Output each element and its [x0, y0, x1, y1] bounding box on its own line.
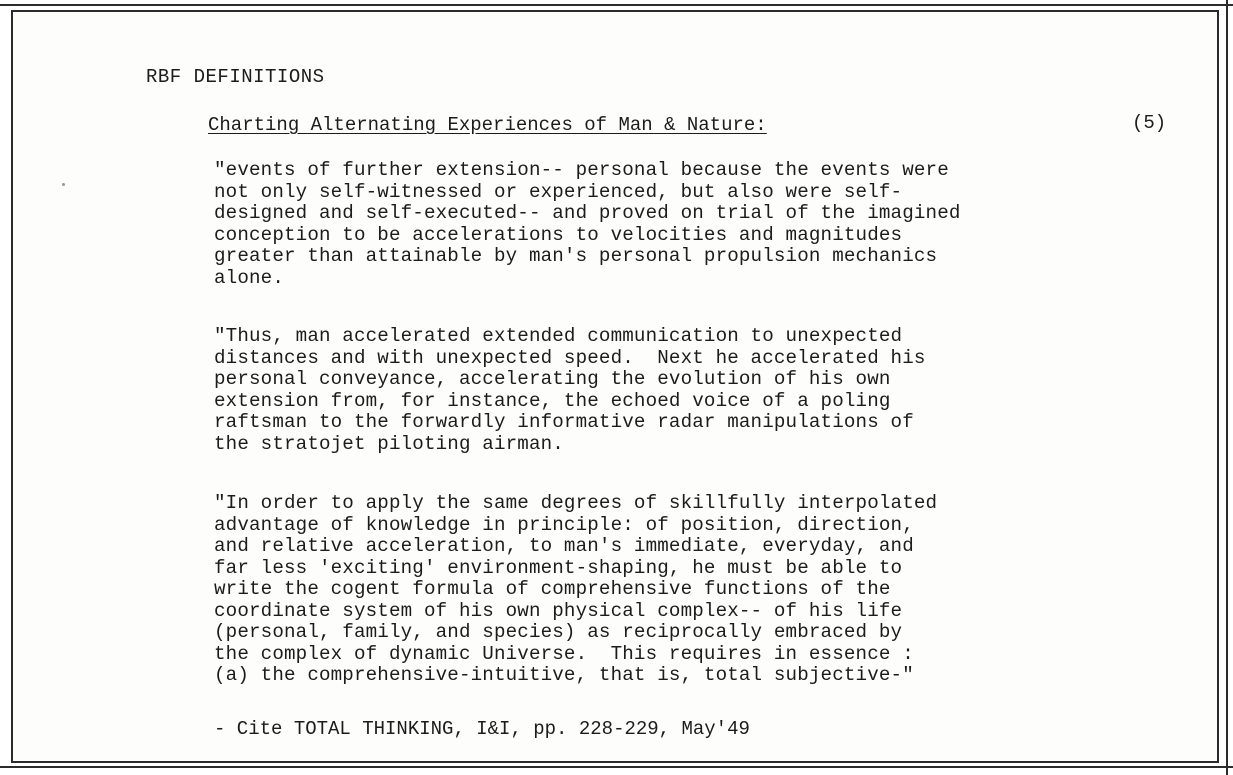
quote-paragraph-1: "events of further extension-- personal because the events were not only self-witnessed or experienced, but also were self- designed and self-executed-- and proved on trial of the imagined conception to be accelerations to velocities and magnitudes greater than attainable by man's personal propulsion mechanics alone.	[214, 159, 961, 289]
quote-paragraph-3: "In order to apply the same degrees of skillfully interpolated advantage of knowledge in principle: of position, direction, and relative acceleration, to man's immediate, everyday, and far less 'exciting' environment-shaping, he must be able to write the cogent formula of comprehensive functions of the coordinate system of his own physical complex-- of his life (personal, family, and species) as reciprocally embraced by the complex of dynamic Universe. This requires in essence : (a) the comprehensive-intuitive, that is, total subjective-"	[214, 492, 938, 686]
bottom-edge-line	[0, 766, 1233, 775]
card-title: Charting Alternating Experiences of Man & Nature:	[208, 114, 767, 136]
quote-paragraph-2: "Thus, man accelerated extended communication to unexpected distances and with unexpected speed. Next he accelerated his personal conveyance, accelerating the evolution of his own extension from, for instance, the echoed voice of a poling raftsman to the forwardly informative radar manipulations of the stratojet piloting airman.	[214, 325, 926, 455]
citation-line: - Cite TOTAL THINKING, I&I, pp. 228-229, May'49	[214, 718, 750, 740]
card-header: RBF DEFINITIONS	[146, 66, 325, 88]
right-edge-line	[1226, 0, 1228, 775]
paper-speck	[62, 183, 65, 186]
top-edge-line	[0, 0, 1233, 6]
card-number: (5)	[1132, 112, 1167, 134]
